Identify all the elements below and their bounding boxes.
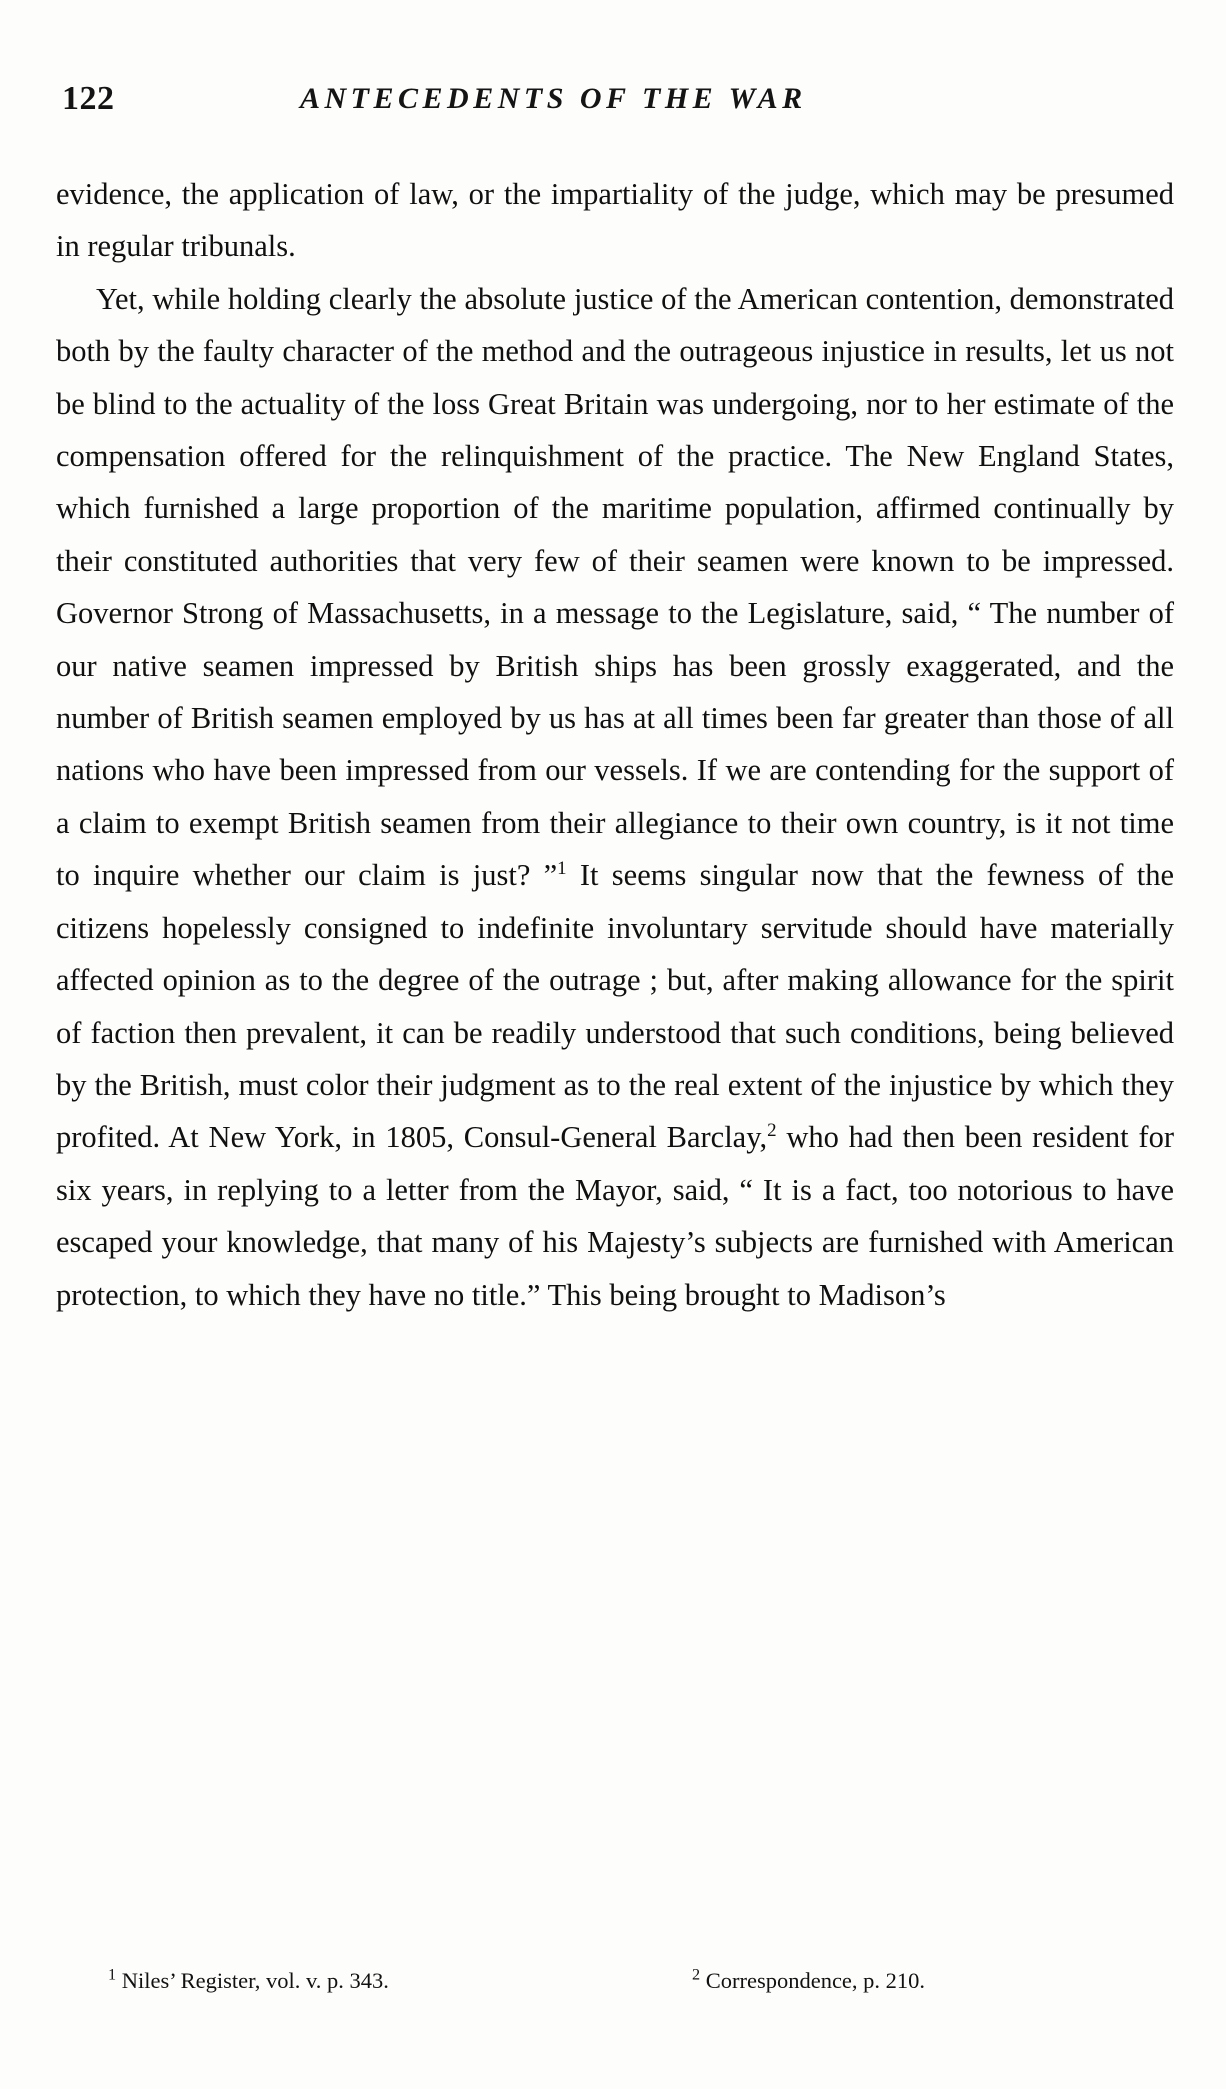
paragraph-1: evidence, the application of law, or the impartiality of the judge, which may be presumed in regular tribunals.: [56, 177, 1174, 264]
footnote-ref-1[interactable]: 1: [557, 858, 567, 880]
paragraph-2-part-3: who had then been resident for six years, in replying to a letter from the Mayor, said, “ It is a fact, too notorious to have escaped your knowledge, that many of his Majesty’s subjects are furnished with American protection, to which they have no title.” This being brought to Madison’s: [56, 1120, 1174, 1312]
footnote-ref-2[interactable]: 2: [767, 1120, 777, 1142]
footnote-2-text: Correspondence, p. 210.: [705, 1968, 926, 1993]
footnote-2-marker: 2: [692, 1965, 701, 1984]
paragraph-2-part-1: Yet, while holding clearly the absolute justice of the American contention, demonstrated both by the faulty character of the method and the outrageous injustice in results, let us not be blind to the actuality of the loss Great Britain was undergoing, nor to her estimate of the compensation offered for the relinquishment of the practice. The New England States, which furnished a large proportion of the maritime population, affirmed continually by their constituted authorities that very few of their seamen were known to be impressed. Governor Strong of Massachusetts, in a message to the Legislature, said, “ The number of our native seamen impressed by British ships has been grossly exaggerated, and the number of British seamen employed by us has at all times been far greater than those of all nations who have been impressed from our vessels. If we are contending for the support of a claim to exempt British seamen from their allegiance to their own country, is it not time to inquire whether our claim is just? ”: [56, 281, 1174, 893]
body-text-column: [56, 168, 1174, 1321]
running-head: [0, 72, 1226, 118]
footnote-1-text: Niles’ Register, vol. v. p. 343.: [121, 1968, 389, 1993]
footnotes-area: [56, 1965, 1174, 2016]
paragraph-2-part-2: It seems singular now that the fewness of the citizens hopelessly consigned to indefinite involuntary servitude should have materially affected opinion as to the degree of the outrage ; but, after making allowance for the spirit of faction then prevalent, it can be readily understood that such conditions, being believed by the British, must color their judgment as to the real extent of the injustice by which they profited. At New York, in 1805, Consul-General Barclay,: [56, 858, 1174, 1155]
footnote-1-marker: 1: [108, 1965, 117, 1984]
running-head-title: ANTECEDENTS OF THE WAR: [300, 82, 807, 115]
page-number: 122: [62, 80, 115, 117]
footnote-1: [108, 1965, 389, 1994]
paragraph-2: [56, 273, 1174, 1321]
footnote-2: [692, 1965, 926, 1994]
